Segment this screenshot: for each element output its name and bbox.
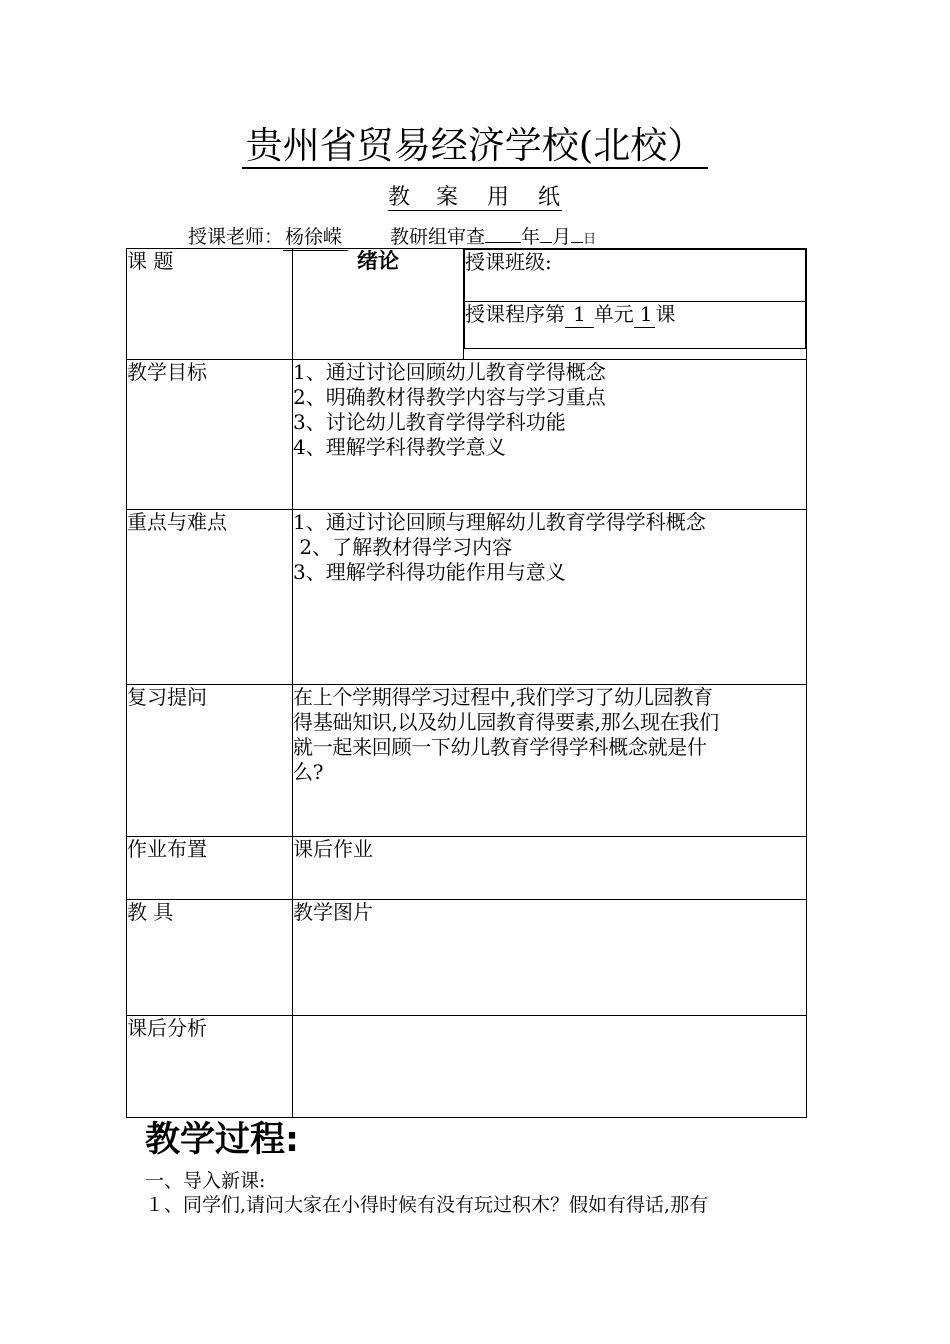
process-heading: 教学过程: (145, 1120, 299, 1160)
tools-label: 教 具 (127, 900, 293, 1016)
year-label: 年 (521, 226, 541, 248)
analysis-row (127, 1016, 807, 1118)
tools-content: 教学图片 (293, 900, 807, 1016)
analysis-content (293, 1016, 807, 1118)
topic-label: 课 题 (127, 249, 293, 360)
goals-row (127, 360, 807, 510)
lesson-number: 1 (634, 302, 656, 328)
review-row (127, 685, 807, 837)
review-content (293, 685, 807, 837)
review-line: 得基础知识,以及幼儿园教育得要素,那么现在我们 (293, 710, 719, 734)
key-points-row (127, 510, 807, 685)
key-point-line: 3、理解学科得功能作用与意义 (293, 560, 566, 584)
goal-line: 1、通过讨论回顾幼儿教育学得概念 (293, 360, 606, 384)
review-label: 复习提问 (127, 685, 293, 837)
topic-value: 绪论 (293, 249, 464, 360)
paper-subtitle: 教 案 用 纸 (388, 185, 562, 210)
homework-content: 课后作业 (293, 837, 807, 900)
review-line: 么? (293, 760, 324, 784)
school-title: 贵州省贸易经济学校(北校） (0, 122, 950, 170)
goal-line: 2、明确教材得教学内容与学习重点 (293, 385, 606, 409)
section-intro: 一、导入新课: (145, 1170, 266, 1192)
key-points-label: 重点与难点 (127, 510, 293, 685)
teacher-label: 授课老师： (188, 226, 284, 248)
teacher-name: 杨徐嵘 (283, 224, 348, 251)
goals-label: 教学目标 (127, 360, 293, 510)
tools-row (127, 900, 807, 1016)
unit-number: 1 (565, 302, 594, 328)
homework-row (127, 837, 807, 900)
review-label: 教研组审查 (390, 226, 486, 248)
class-label: 授课班级: (465, 250, 806, 302)
lesson-plan-table (126, 248, 807, 1118)
analysis-label: 课后分析 (127, 1016, 293, 1118)
goal-line: 4、理解学科得教学意义 (293, 435, 506, 459)
review-line: 就一起来回顾一下幼儿教育学得学科概念就是什 (293, 735, 707, 759)
key-point-line: 2、了解教材得学习内容 (293, 535, 513, 559)
homework-label: 作业布置 (127, 837, 293, 900)
review-line: 在上个学期得学习过程中,我们学习了幼儿园教育 (293, 685, 713, 709)
month-label: 月 (552, 226, 572, 248)
month-blank (540, 224, 552, 243)
day-blank (571, 224, 583, 243)
class-program-cell (464, 249, 807, 360)
goal-line: 3、讨论幼儿教育学得学科功能 (293, 410, 566, 434)
year-blank (485, 224, 521, 243)
program-line: 授课程序第 1 单元 1 课 (465, 302, 806, 349)
process-line: １、同学们,请问大家在小得时候有没有玩过积木？假如有得话,那有 (145, 1194, 709, 1216)
day-label: 日 (583, 232, 597, 247)
topic-row (127, 249, 807, 360)
key-points-content (293, 510, 807, 685)
key-point-line: 1、通过讨论回顾与理解幼儿教育学得学科概念 (293, 510, 706, 534)
goals-content (293, 360, 807, 510)
